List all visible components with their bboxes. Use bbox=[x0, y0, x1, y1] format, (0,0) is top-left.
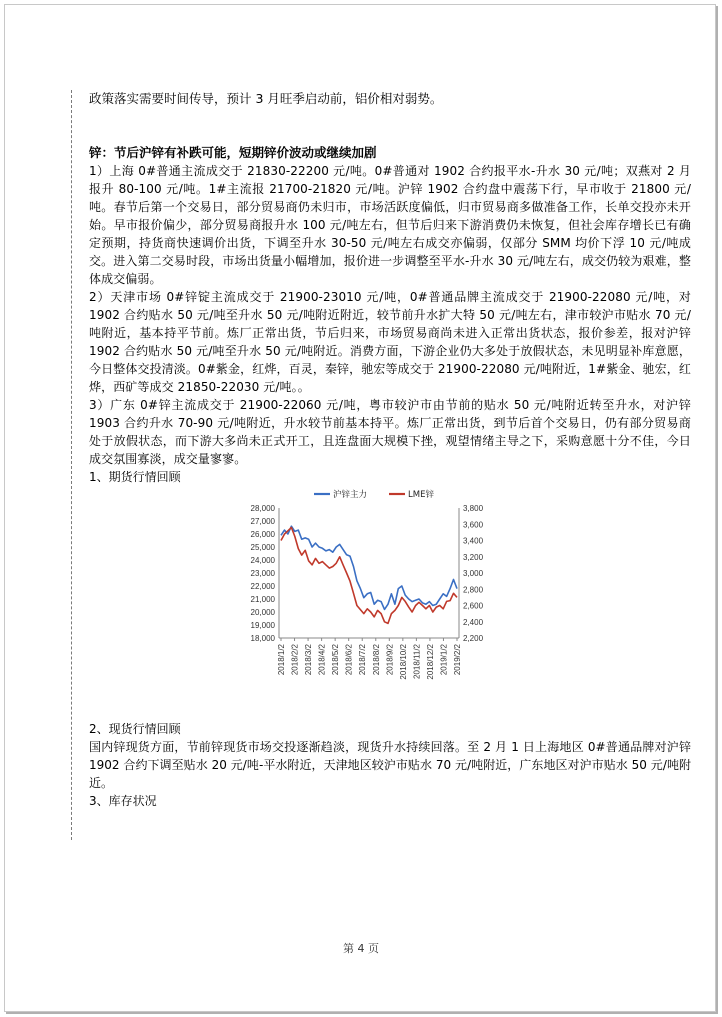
paragraph-tianjin: 2）天津市场 0#锌锭主流成交于 21900-23010 元/吨，0#普通品牌主流成交于 21900-22080 元/吨，对 1902 合约贴水 50 元/吨至升水 50 元/吨附近附近，较节前升水扩大特 50 元/吨左右，津市较沪市贴水 70 元/吨附近，基本持平节前。炼厂正常出货，节后归来，市场贸易商尚未进入正常出货状态，报价参差，报对沪锌 1902 合约贴水 50 元/吨至升水 50 元/吨附近。消费方面，下游企业仍大多处于放假状态，未见明显补库意愿，今日整体交投清淡。0#紫金，红烨，百灵，秦锌，驰宏等成交于 21900-22080 元/吨附近，1#紫金、驰宏，红烨，西矿等成交 21850-22030 元/吨。。 bbox=[89, 290, 691, 394]
x-tick-label: 2018/11/2 bbox=[412, 644, 422, 679]
x-tick-label: 2018/12/2 bbox=[425, 644, 435, 680]
x-tick-label: 2019/2/2 bbox=[453, 644, 462, 676]
x-tick-label: 2019/1/2 bbox=[439, 644, 449, 676]
left-tick-label: 27,000 bbox=[250, 517, 275, 526]
intro-line: 政策落实需要时间传导，预计 3 月旺季启动前，铝价相对弱势。 bbox=[89, 91, 443, 106]
right-tick-label: 2,400 bbox=[463, 617, 484, 627]
right-tick-label: 3,600 bbox=[463, 520, 484, 530]
right-tick-label: 2,600 bbox=[463, 601, 484, 611]
legend-label-0: 沪锌主力 bbox=[333, 490, 368, 500]
left-tick-label: 24,000 bbox=[250, 556, 275, 565]
x-tick-label: 2018/10/2 bbox=[398, 644, 408, 680]
right-tick-label: 2,200 bbox=[463, 634, 484, 643]
left-tick-label: 25,000 bbox=[250, 543, 275, 552]
paragraph-shanghai: 1）上海 0#普通主流成交于 21830-22200 元/吨。0#普通对 1902 合约报平水-升水 30 元/吨；双燕对 2 月报升 80-100 元/吨。1#主流报 21700-21820 元/吨。沪锌 1902 合约盘中震荡下行，早市收于 21800 元/吨。春节后第一个交易日，部分贸易商仍未归市，市场活跃度偏低，归市贸易商多做准备工作，长单交投亦未开始。早市报价偏少，部分贸易商报升水 100 元/吨左右，但节后归来下游消费仍未恢复，但社会库存增长已有确定预期，持货商快速调价出货，下调至升水 30-50 元/吨左右成交亦偏弱，仅部分 SMM 均价下浮 10 元/吨成交。进入第二交易时段，市场出货量小幅增加，报价进一步调整至平水-升水 30 元/吨左右，成交仍较为艰难，整体成交偏弱。 bbox=[89, 164, 691, 286]
section-spot-review: 2、现货行情回顾 bbox=[89, 722, 181, 736]
document-body bbox=[89, 90, 691, 810]
left-tick-label: 21,000 bbox=[250, 595, 275, 604]
x-tick-label: 2018/5/2 bbox=[331, 644, 341, 676]
right-tick-label: 3,000 bbox=[463, 569, 484, 578]
x-tick-label: 2018/3/2 bbox=[304, 644, 314, 676]
x-tick-label: 2018/9/2 bbox=[385, 644, 395, 676]
legend-label-1: LME锌 bbox=[408, 490, 434, 500]
left-tick-label: 18,000 bbox=[250, 634, 275, 643]
section-futures-review: 1、期货行情回顾 bbox=[89, 470, 181, 484]
left-tick-label: 19,000 bbox=[250, 621, 275, 630]
x-tick-label: 2018/2/2 bbox=[290, 644, 300, 676]
zinc-heading: 锌：节后沪锌有补跌可能，短期锌价波动或继续加剧 bbox=[89, 145, 377, 160]
right-tick-label: 3,400 bbox=[463, 536, 484, 546]
x-tick-label: 2018/7/2 bbox=[358, 644, 368, 676]
section-inventory: 3、库存状况 bbox=[89, 794, 157, 808]
right-tick-label: 3,800 bbox=[463, 504, 484, 513]
left-tick-label: 20,000 bbox=[250, 608, 275, 617]
x-tick-label: 2018/1/2 bbox=[277, 644, 286, 676]
x-tick-label: 2018/8/2 bbox=[371, 644, 381, 676]
paragraph-guangdong: 3）广东 0#锌主流成交于 21900-22060 元/吨，粤市较沪市由节前的贴水 50 元/吨附近转至升水，对沪锌 1903 合约升水 70-90 元/吨附近，升水较节前基本持平。炼厂正常出货，到节后首个交易日，仍有部分贸易商处于放假状态，而下游大多尚未正式开工，且连盘面大规模下挫，观望情绪主导之下，采购意愿十分不佳，今日成交氛围寡淡，成交量寥寥。 bbox=[89, 398, 691, 466]
right-tick-label: 3,200 bbox=[463, 552, 484, 562]
left-tick-label: 26,000 bbox=[250, 530, 275, 539]
left-tick-label: 23,000 bbox=[250, 569, 275, 578]
margin-guide-line bbox=[71, 90, 72, 840]
spot-paragraph: 国内锌现货方面，节前锌现货市场交投逐渐趋淡，现货升水持续回落。至 2 月 1 日上海地区 0#普通品牌对沪锌 1902 合约下调至贴水 20 元/吨-平水附近，天津地区较沪市贴水 70 元/吨附近，广东地区对沪市贴水 50 元/吨附近。 bbox=[89, 740, 691, 790]
chart-svg bbox=[229, 488, 529, 714]
zinc-price-chart bbox=[89, 488, 691, 716]
left-tick-label: 22,000 bbox=[250, 582, 275, 591]
left-tick-label: 28,000 bbox=[250, 504, 275, 513]
x-tick-label: 2018/6/2 bbox=[344, 644, 354, 676]
series-line-1 bbox=[281, 528, 457, 624]
page-number: 第 4 页 bbox=[343, 942, 379, 955]
right-tick-label: 2,800 bbox=[463, 585, 484, 595]
series-line-0 bbox=[281, 526, 457, 609]
x-tick-label: 2018/4/2 bbox=[317, 644, 327, 676]
